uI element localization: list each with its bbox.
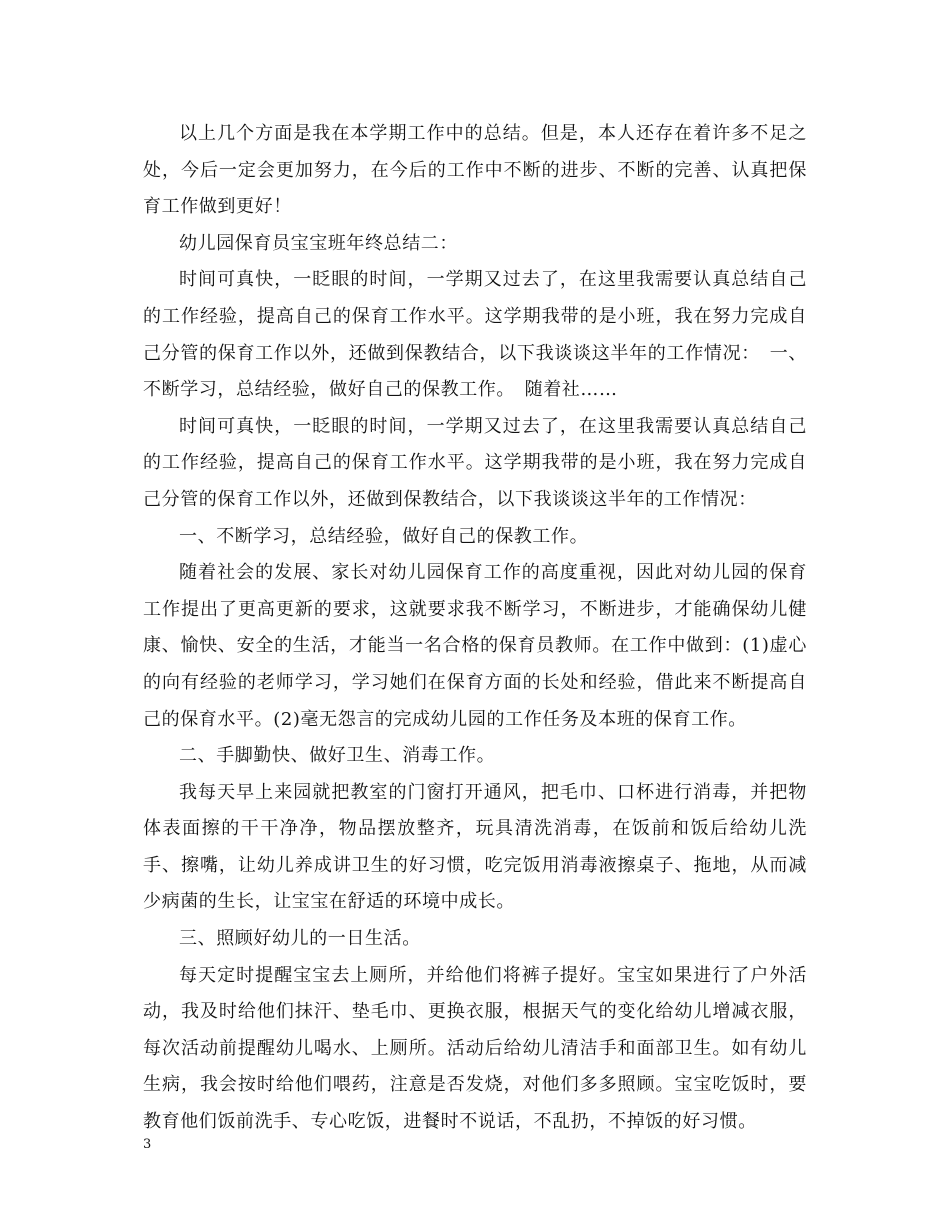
section-heading-two: 二、手脚勤快、做好卫生、消毒工作。	[179, 745, 496, 767]
paragraph-abstract: 时间可真快，一眨眼的时间，一学期又过去了，在这里我需要认真总结自己的工作经验，提高自己的保育工作水平。这学期我带的是小班，我在努力完成自己分管的保育工作以外，还做到保教结合，以下我谈谈这半年的工作情况： 一、不断学习，总结经验，做好自己的保教工作。 随着社……	[143, 269, 807, 401]
paragraph-daily-care: 每天定时提醒宝宝去上厕所，并给他们将裤子提好。宝宝如果进行了户外活动，我及时给他们抹汗、垫毛巾、更换衣服，根据天气的变化给幼儿增减衣服，每次活动前提醒幼儿喝水、上厕所。活动后给幼儿清洁手和面部卫生。如有幼儿生病，我会按时给他们喂药，注意是否发烧，对他们多多照顾。宝宝吃饭时，要教育他们饭前洗手、专心吃饭，进餐时不说话，不乱扔，不掉饭的好习惯。	[143, 964, 807, 1133]
page-number: 3	[143, 1137, 152, 1152]
section-heading-one: 一、不断学习，总结经验，做好自己的保教工作。	[179, 525, 589, 547]
paragraph-closing-summary: 以上几个方面是我在本学期工作中的总结。但是，本人还存在着许多不足之处，今后一定会更加努力，在今后的工作中不断的进步、不断的完善、认真把保育工作做到更好！	[143, 123, 807, 218]
paragraph-learning: 随着社会的发展、家长对幼儿园保育工作的高度重视，因此对幼儿园的保育工作提出了更高更新的要求，这就要求我不断学习，不断进步，才能确保幼儿健康、愉快、安全的生活，才能当一名合格的保育员教师。在工作中做到：(1)虚心的向有经验的老师学习，学习她们在保育方面的长处和经验，借此来不断提高自己的保育水平。(2)毫无怨言的完成幼儿园的工作任务及本班的保育工作。	[143, 562, 807, 730]
body-text	[143, 116, 807, 1141]
paragraph-introduction: 时间可真快，一眨眼的时间，一学期又过去了，在这里我需要认真总结自己的工作经验，提高自己的保育工作水平。这学期我带的是小班，我在努力完成自己分管的保育工作以外，还做到保教结合，以下我谈谈这半年的工作情况：	[143, 415, 807, 510]
section-heading-summary-two: 幼儿园保育员宝宝班年终总结二：	[179, 232, 458, 254]
paragraph-hygiene: 我每天早上来园就把教室的门窗打开通风，把毛巾、口杯进行消毒，并把物体表面擦的干干净净，物品摆放整齐，玩具清洗消毒，在饭前和饭后给幼儿洗手、擦嘴，让幼儿养成讲卫生的好习惯，吃完饭用消毒液擦桌子、拖地，从而减少病菌的生长，让宝宝在舒适的环境中成长。	[143, 781, 807, 913]
section-heading-three: 三、照顾好幼儿的一日生活。	[179, 928, 421, 950]
